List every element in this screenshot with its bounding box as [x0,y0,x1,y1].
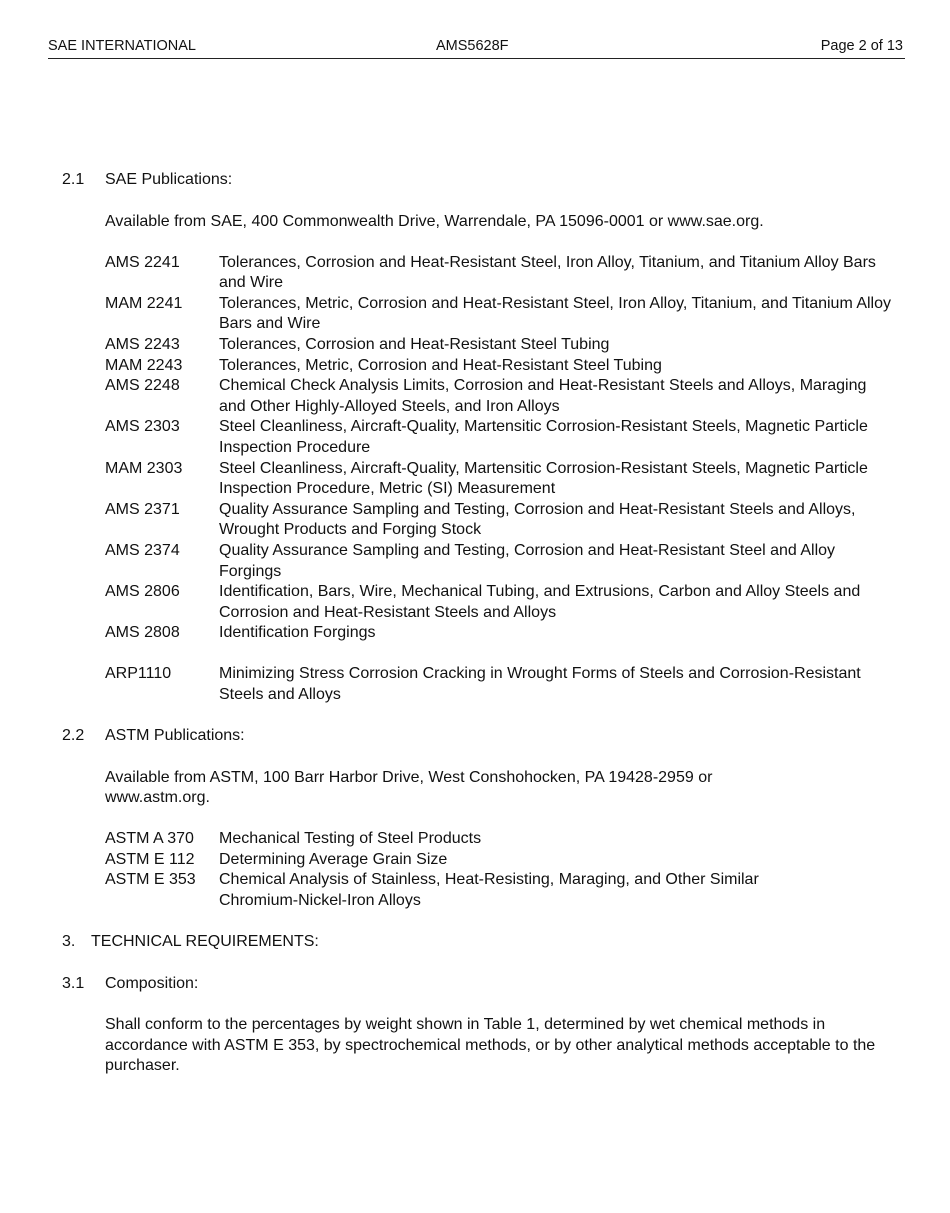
reference-code: AMS 2241 [105,253,180,271]
reference-item [105,253,892,294]
section-number: 2.1 [62,171,85,188]
section-2-2-heading [62,726,892,747]
reference-code: AMS 2248 [105,377,180,395]
reference-title: Quality Assurance Sampling and Testing, Corrosion and Heat-Resistant Steel and Alloy Forgings [219,541,836,580]
reference-code: AMS 2808 [105,624,180,642]
reference-title: Determining Average Grain Size [219,850,448,868]
reference-title: Chemical Check Analysis Limits, Corrosion and Heat-Resistant Steels and Alloys, Maraging and Other Highly-Alloyed Steels, and Iron Alloys [219,377,867,415]
astm-availability: Available from ASTM, 100 Barr Harbor Drive, West Conshohocken, PA 19428-2959 or www.astm.org. [105,768,713,807]
reference-title: Identification Forgings [219,624,376,642]
reference-code: AMS 2371 [105,500,180,518]
header-page-number: Page 2 of 13 [820,38,903,54]
sae-availability: Available from SAE, 400 Commonwealth Drive, Warrendale, PA 15096-0001 or www.sae.org. [105,212,764,230]
section-number: 3.1 [62,974,85,992]
document-body [62,170,892,1077]
sae-reference-list [105,253,892,706]
reference-title: Tolerances, Corrosion and Heat-Resistant Steel, Iron Alloy, Titanium, and Titanium Alloy Bars and Wire [219,253,876,292]
reference-item [105,294,892,335]
reference-title: Steel Cleanliness, Aircraft-Quality, Martensitic Corrosion-Resistant Steels, Magnetic Particle Inspection Procedure [219,418,868,456]
reference-item [105,623,892,644]
reference-title: Tolerances, Metric, Corrosion and Heat-Resistant Steel, Iron Alloy, Titanium, and Titanium Alloy Bars and Wire [219,294,892,333]
section-title: TECHNICAL REQUIREMENTS: [91,933,319,951]
reference-title: Chemical Analysis of Stainless, Heat-Resisting, Maraging, and Other Similar Chromium-Nickel-Iron Alloys [219,871,759,910]
reference-code: MAM 2243 [105,356,183,374]
reference-code: AMS 2243 [105,335,180,353]
reference-title: Quality Assurance Sampling and Testing, Corrosion and Heat-Resistant Steels and Alloys, Wrought Products and Forging Stock [219,500,856,539]
reference-item [105,582,892,623]
section-title: SAE Publications: [105,171,233,188]
astm-reference-list [105,829,892,911]
reference-item [105,829,892,850]
composition-text: Shall conform to the percentages by weight shown in Table 1, determined by wet chemical methods in accordance with ASTM E 353, by spectrochemical methods, or by other analytical methods acceptable to the purchaser. [105,1016,876,1075]
reference-code: ASTM E 112 [105,850,195,868]
reference-item [105,541,892,582]
reference-item-arp [105,664,892,705]
reference-code: MAM 2241 [105,294,183,312]
reference-item [105,500,892,541]
section-2-1-heading [62,170,892,191]
reference-title: Tolerances, Corrosion and Heat-Resistant Steel Tubing [219,335,610,353]
reference-item [105,376,892,417]
header-org: SAE INTERNATIONAL [48,38,196,54]
header-doc-id: AMS5628F [436,38,509,54]
reference-item [105,417,892,458]
reference-title: Mechanical Testing of Steel Products [219,830,482,848]
reference-code: AMS 2303 [105,418,180,436]
reference-code: AMS 2374 [105,541,180,559]
reference-item [105,850,892,871]
section-number: 2.2 [62,727,85,745]
section-title: Composition: [105,974,199,992]
reference-title: Tolerances, Metric, Corrosion and Heat-Resistant Steel Tubing [219,356,662,374]
section-3-heading [62,932,892,953]
reference-code: ASTM E 353 [105,871,196,889]
reference-title: Steel Cleanliness, Aircraft-Quality, Martensitic Corrosion-Resistant Steels, Magnetic Particle Inspection Procedure, Metric (SI) Measurement [219,459,868,498]
reference-code: AMS 2806 [105,583,180,601]
reference-item [105,335,892,356]
section-3-1-heading [62,974,892,995]
reference-code: ARP1110 [105,665,172,683]
reference-code: MAM 2303 [105,459,183,477]
reference-code: ASTM A 370 [105,830,194,848]
section-number: 3. [62,933,76,951]
reference-item [105,459,892,500]
reference-item [105,356,892,377]
section-title: ASTM Publications: [105,727,245,745]
page-header [48,36,905,59]
reference-title: Minimizing Stress Corrosion Cracking in Wrought Forms of Steels and Corrosion-Resistant Steels and Alloys [219,665,861,703]
reference-title: Identification, Bars, Wire, Mechanical Tubing, and Extrusions, Carbon and Alloy Steels and Corrosion and Heat-Resistant Steels and Alloys [219,583,861,621]
reference-item [105,870,892,911]
